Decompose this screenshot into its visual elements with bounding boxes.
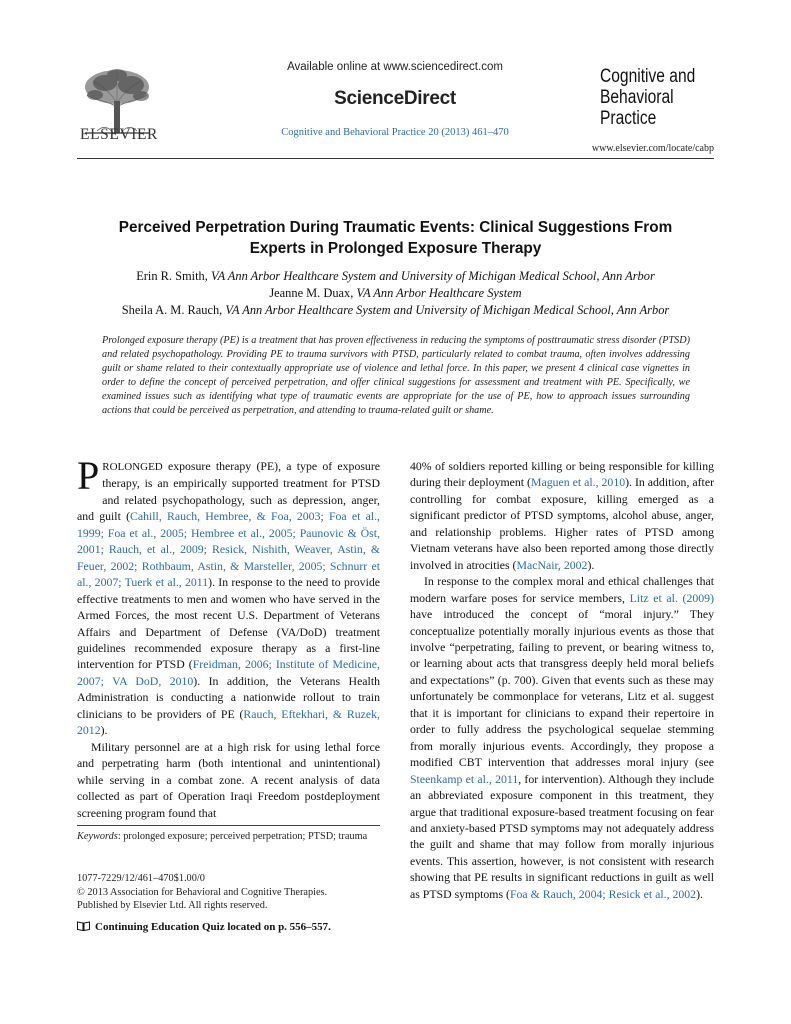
body-text: ). [696,886,703,901]
copyright-block [77,872,380,913]
body-text: ). [587,557,595,572]
author-affiliation: VA Ann Arbor Healthcare System [356,286,522,300]
body-column-right [410,458,714,902]
citation-link[interactable]: Foa & Rauch, 2004; Resick et al., 2002 [509,886,697,901]
journal-logo [600,66,694,129]
body-paragraph [77,453,381,739]
journal-logo-line: Cognitive and [600,66,696,87]
ce-quiz-text: Continuing Education Quiz located on p. 556–557. [95,921,331,933]
drop-cap: P [77,453,100,498]
body-text: 40% of soldiers reported killing or being responsible for killing during their deployment ( [410,459,714,490]
publisher-line: Published by Elsevier Ltd. All rights reserved. [77,900,268,911]
body-paragraph: Military personnel are at a high risk for using lethal force and perpetrating harm (both intentional and unintentional) while serving in a combat zone. A recent analysis of data collected as part of Operation Iraqi Freedom postdeployment screening program found that [77,739,380,820]
citation-link[interactable]: Steenkamp et al., 2011 [410,771,519,786]
book-icon [77,921,90,931]
article-title [77,217,714,259]
keywords-text: : prolonged exposure; perceived perpetration; PTSD; trauma [117,831,368,842]
issn-line: 1077-7229/12/461–470$1.00/0 [77,873,205,884]
small-caps-lead: ROLONGED [102,461,163,473]
author-affiliation: VA Ann Arbor Healthcare System and University of Michigan Medical School, Ann Arbor [225,303,670,317]
body-text: have introduced the concept of “moral injury.” They conceptualize potentially morally injurious events as those that involve “perpetrating, failing to prevent, or bearing witness to, or learning about acts that transgress deeply held moral beliefs and expectations” (p. 700). Given that events such as these may unfortunately be commonplace for veterans, Litz et al. suggest that it is important for clinicians to expand their repertoire in order to fully address the psychological sequelae stemming from morally injurious events. Accordingly, they propose a modified CBT intervention that addresses moral injury (see [410,607,714,770]
body-paragraph [410,458,714,573]
body-column-left [77,453,381,821]
keywords [77,830,380,844]
author-entry [77,268,714,285]
keywords-label: Keywords [77,831,118,842]
journal-logo-line: Practice [600,108,657,129]
title-line: Experts in Prolonged Exposure Therapy [249,240,542,257]
citation-link[interactable]: Rauch, Eftekhari, & Ruzek, 2012 [77,706,380,738]
author-entry [77,285,714,302]
body-paragraph [410,573,714,902]
body-text: ). In addition, after controlling for combat exposure, killing emerged as a significant predictor of PTSD symptoms, alcohol abuse, anger, and relationship problems. Higher rates of PTSD among Vietnam veterans have also been reported among those directly involved in atrocities ( [410,475,714,572]
citation-link[interactable]: MacNair, 2002 [516,557,588,572]
abstract: Prolonged exposure therapy (PE) is a treatment that has proven effectiveness in reducing the symptoms of posttraumatic stress disorder (PTSD) and related psychopathology. Providing PE to trauma survivors with PTSD, particularly related to combat trauma, often involves addressing guilt or shame related to their contextually appropriate use of violence and lethal force. In this paper, we present 4 clinical case vignettes in order to define the concept of perceived perpetration, and offer clinical suggestions for assessment and treatment with PE. Specifically, we examined issues such as identifying what type of traumatic events are appropriate for the use of PE, how to approach issues surrounding actions that could be perceived as perpetration, and attending to trauma-related guilt or shame. [102,335,690,416]
body-text: exposure therapy (PE), a type of exposure therapy, is an empirically supported treatment for PTSD and related psychopathology, such as depression, anger, and guilt ( [77,459,380,524]
body-text: ). In response to the need to provide effective treatments to men and women who have served in the Armed Forces, the most recent U.S. Department of Veterans Affairs and Department of Defense (VA/DoD) treatment guidelines recommended exposure therapy as a first-line intervention for PTSD ( [77,575,380,672]
author-affiliation: VA Ann Arbor Healthcare System and University of Michigan Medical School, Ann Arbor [210,269,655,283]
available-online-text: Available online at www.sciencedirect.com [287,61,503,73]
footnote-divider [77,825,380,826]
ce-quiz-note[interactable] [77,921,380,933]
citation-link[interactable]: Maguen et al., 2010 [531,475,626,490]
body-text: ). In addition, the Veterans Health Administration is conducting a nationwide rollout to train clinicians to be providers of PE ( [77,673,381,721]
citation-link[interactable]: Litz et al. (2009) [629,590,715,605]
author-name: Erin R. Smith, [136,269,208,283]
citation-link[interactable]: Cahill, Rauch, Hembree, & Foa, 2003; Foa et al., 1999; Foa et al., 2005; Hembree et al., 2005; Paunovic & Öst, 2001; Rauch, et al., 2009; Resick, Nishith, Weaver, Astin, & Feuer, 2002; Rothbaum, Astin, & Marsteller, 2005; Schnurr et al., 2007; Tuerk et al., 2011 [77,509,380,590]
elsevier-wordmark: ELSEVIER [80,126,158,143]
body-text: ). [100,723,108,738]
journal-logo-line: Behavioral [600,87,674,108]
copyright-line: © 2013 Association for Behavioral and Cognitive Therapies. [77,886,328,898]
body-text: , for intervention). Although they include an abbreviated exposure component in this treatment, they argue that traditional exposure-based treatment focusing on fear and anxiety-based PTSD symptoms may not adequately address the guilt and shame that may follow from morally injurious events. This assertion, however, is not consistent with research showing that PE results in significant reductions in guilt as well as PTSD symptoms ( [410,771,714,901]
sciencedirect-wordmark: ScienceDirect [334,88,456,109]
author-name: Sheila A. M. Rauch, [121,303,223,317]
author-name: Jeanne M. Duax, [269,286,354,300]
title-line: Perceived Perpetration During Traumatic Events: Clinical Suggestions From [118,219,673,236]
body-text: In response to the complex moral and ethical challenges that modern warfare poses for service members, [410,574,714,605]
author-entry [77,302,714,319]
header-divider [77,158,714,159]
author-list [77,268,714,319]
journal-citation-link[interactable]: Cognitive and Behavioral Practice 20 (2013) 461–470 [281,127,509,138]
journal-url[interactable]: www.elsevier.com/locate/cabp [591,143,714,154]
citation-link[interactable]: Freidman, 2006; Institute of Medicine, 2007; VA DoD, 2010 [77,657,380,688]
